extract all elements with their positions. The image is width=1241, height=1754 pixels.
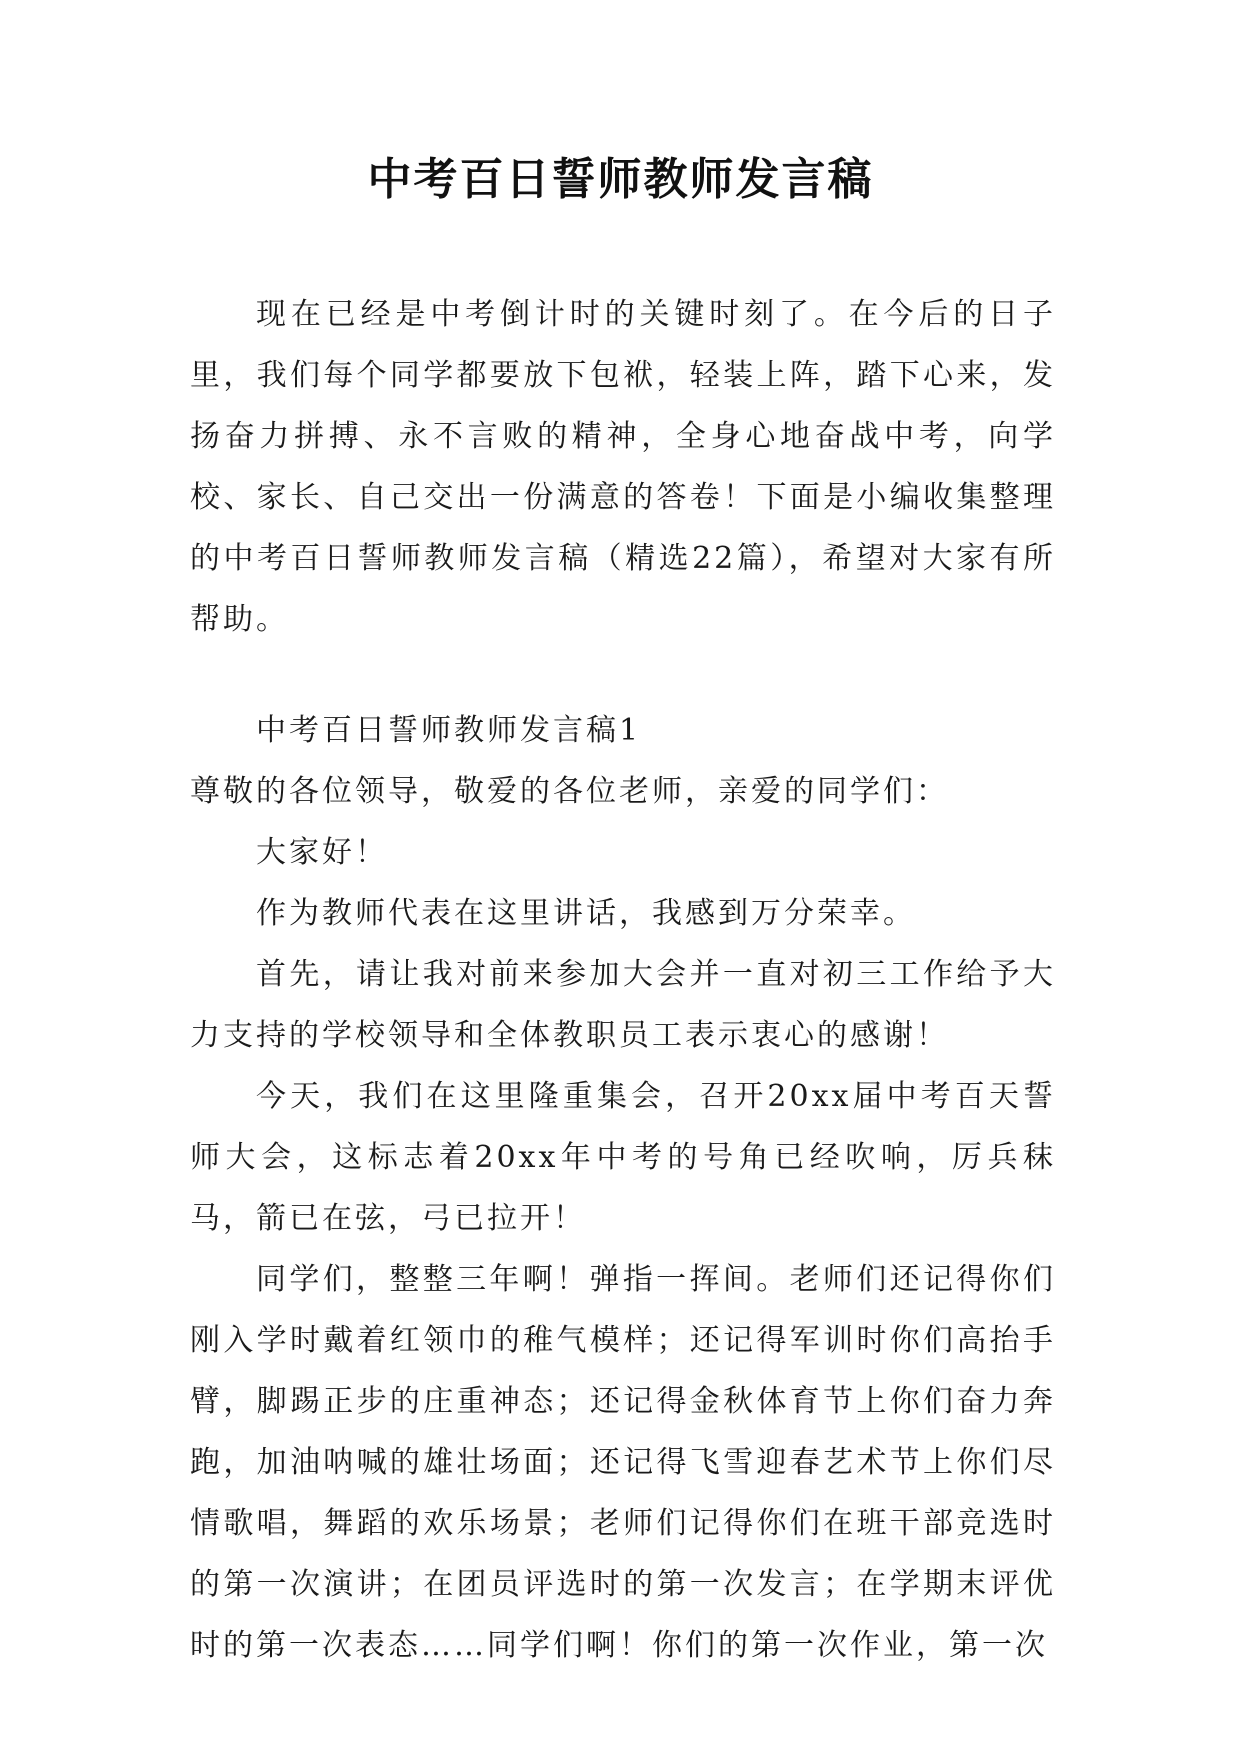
body-paragraph: 大家好！ — [256, 835, 388, 870]
body-paragraph: 今天，我们在这里隆重集会，召开20xx届中考百天誓师大会，这标志着20xx年中考的号角已经吹响，厉兵秣马，箭已在弦，弓已拉开！ — [190, 1079, 1056, 1236]
body-paragraph: 首先，请让我对前来参加大会并一直对初三工作给予大力支持的学校领导和全体教职员工表示衷心的感谢！ — [190, 957, 1056, 1053]
salutation: 尊敬的各位领导，敬爱的各位老师，亲爱的同学们： — [190, 774, 949, 809]
document-body — [190, 284, 1056, 1676]
body-paragraph: 同学们，整整三年啊！弹指一挥间。老师们还记得你们刚入学时戴着红领巾的稚气模样；还记得军训时你们高抬手臂，脚踢正步的庄重神态；还记得金秋体育节上你们奋力奔跑，加油呐喊的雄壮场面；还记得飞雪迎春艺术节上你们尽情歌唱，舞蹈的欢乐场景；老师们记得你们在班干部竞选时的第一次演讲；在团员评选时的第一次发言；在学期末评优时的第一次表态……同学们啊！你们的第一次作业，第一次 — [190, 1262, 1056, 1663]
body-paragraph: 作为教师代表在这里讲话，我感到万分荣幸。 — [256, 896, 916, 931]
section-heading: 中考百日誓师教师发言稿1 — [256, 713, 642, 748]
intro-paragraph: 现在已经是中考倒计时的关键时刻了。在今后的日子里，我们每个同学都要放下包袱，轻装上阵，踏下心来，发扬奋力拼搏、永不言败的精神，全身心地奋战中考，向学校、家长、自己交出一份满意的答卷！下面是小编收集整理的中考百日誓师教师发言稿（精选22篇），希望对大家有所帮助。 — [190, 297, 1056, 637]
document-title: 中考百日誓师教师发言稿 — [367, 154, 874, 205]
